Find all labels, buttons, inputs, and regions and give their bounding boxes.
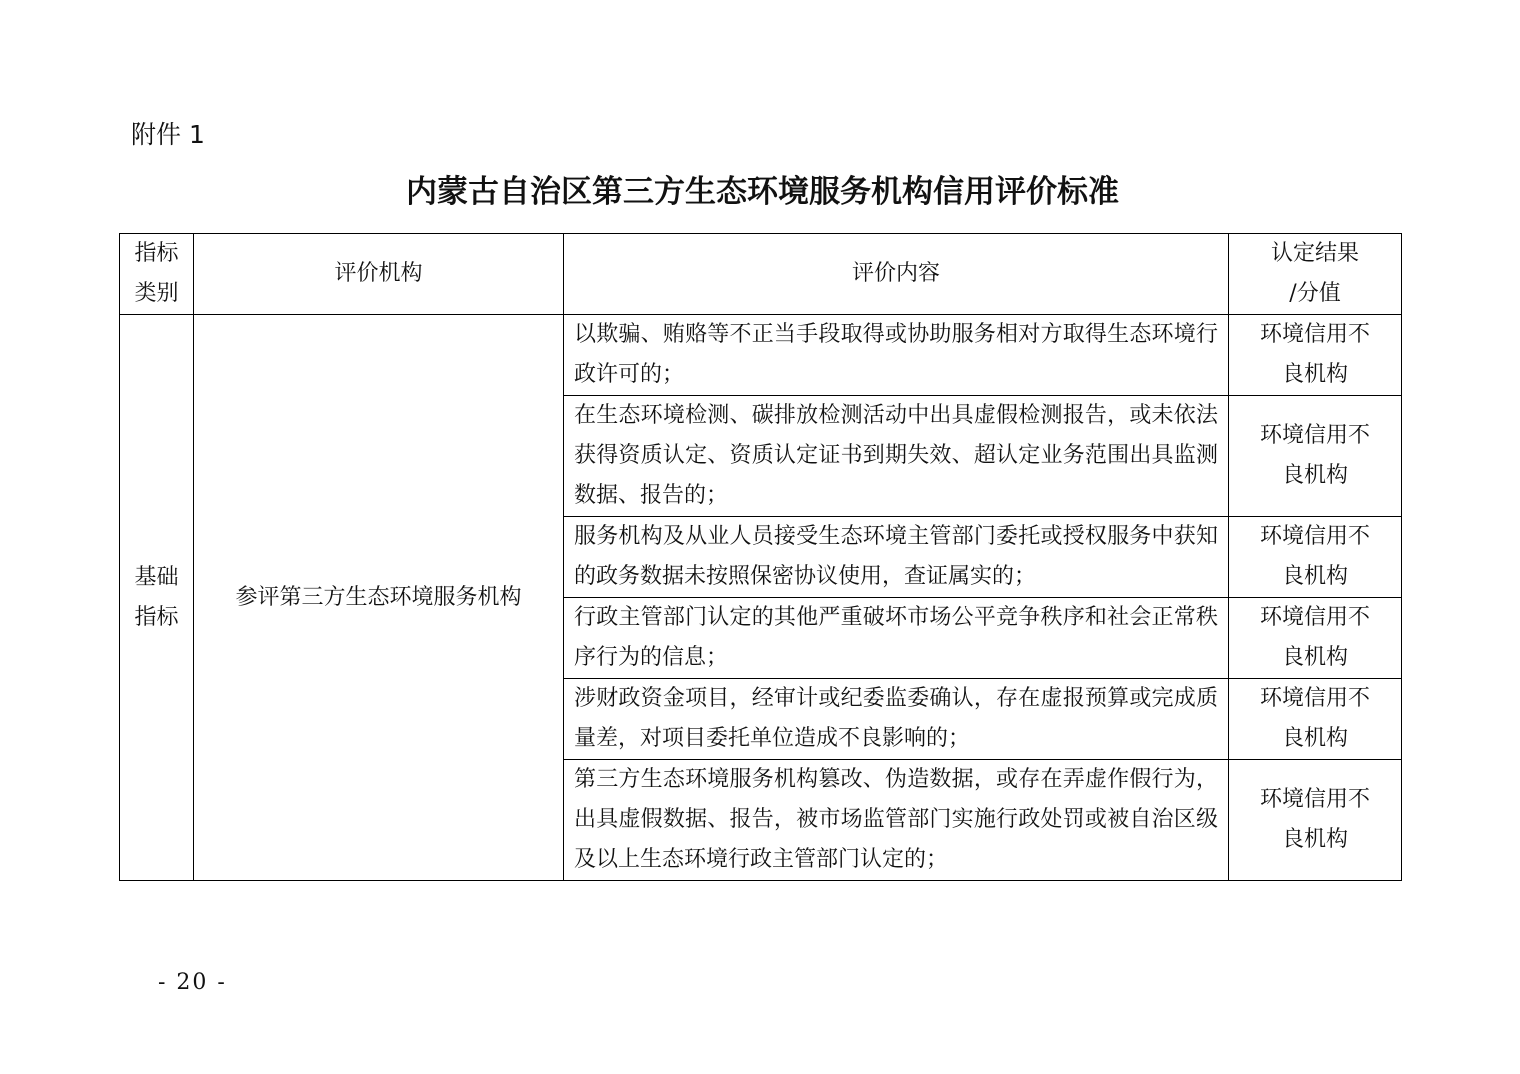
content-cell: 以欺骗、贿赂等不正当手段取得或协助服务相对方取得生态环境行政许可的； — [564, 315, 1229, 396]
result-cell: 环境信用不 良机构 — [1229, 396, 1402, 517]
result-cell: 环境信用不 良机构 — [1229, 598, 1402, 679]
content-cell: 在生态环境检测、碳排放检测活动中出具虚假检测报告，或未依法获得资质认定、资质认定证书到期失效、超认定业务范围出具监测数据、报告的； — [564, 396, 1229, 517]
institution-cell: 参评第三方生态环境服务机构 — [194, 315, 564, 881]
header-result: 认定结果 /分值 — [1229, 234, 1402, 315]
header-row — [120, 234, 1402, 315]
content-cell: 服务机构及从业人员接受生态环境主管部门委托或授权服务中获知的政务数据未按照保密协议使用，查证属实的； — [564, 517, 1229, 598]
credit-evaluation-table — [119, 233, 1402, 881]
header-institution: 评价机构 — [194, 234, 564, 315]
attachment-label: 附件 1 — [131, 120, 205, 149]
content-cell: 行政主管部门认定的其他严重破坏市场公平竞争秩序和社会正常秩序行为的信息； — [564, 598, 1229, 679]
document-title: 内蒙古自治区第三方生态环境服务机构信用评价标准 — [406, 174, 1119, 210]
table-row — [120, 315, 1402, 396]
page-number: - 20 - — [158, 970, 227, 995]
header-content: 评价内容 — [564, 234, 1229, 315]
content-cell: 第三方生态环境服务机构篡改、伪造数据，或存在弄虚作假行为，出具虚假数据、报告，被市场监管部门实施行政处罚或被自治区级及以上生态环境行政主管部门认定的； — [564, 760, 1229, 881]
result-cell: 环境信用不 良机构 — [1229, 315, 1402, 396]
result-cell: 环境信用不 良机构 — [1229, 517, 1402, 598]
result-cell: 环境信用不 良机构 — [1229, 760, 1402, 881]
category-cell: 基础 指标 — [120, 315, 194, 881]
header-category: 指标 类别 — [120, 234, 194, 315]
content-cell: 涉财政资金项目，经审计或纪委监委确认，存在虚报预算或完成质量差，对项目委托单位造成不良影响的； — [564, 679, 1229, 760]
result-cell: 环境信用不 良机构 — [1229, 679, 1402, 760]
